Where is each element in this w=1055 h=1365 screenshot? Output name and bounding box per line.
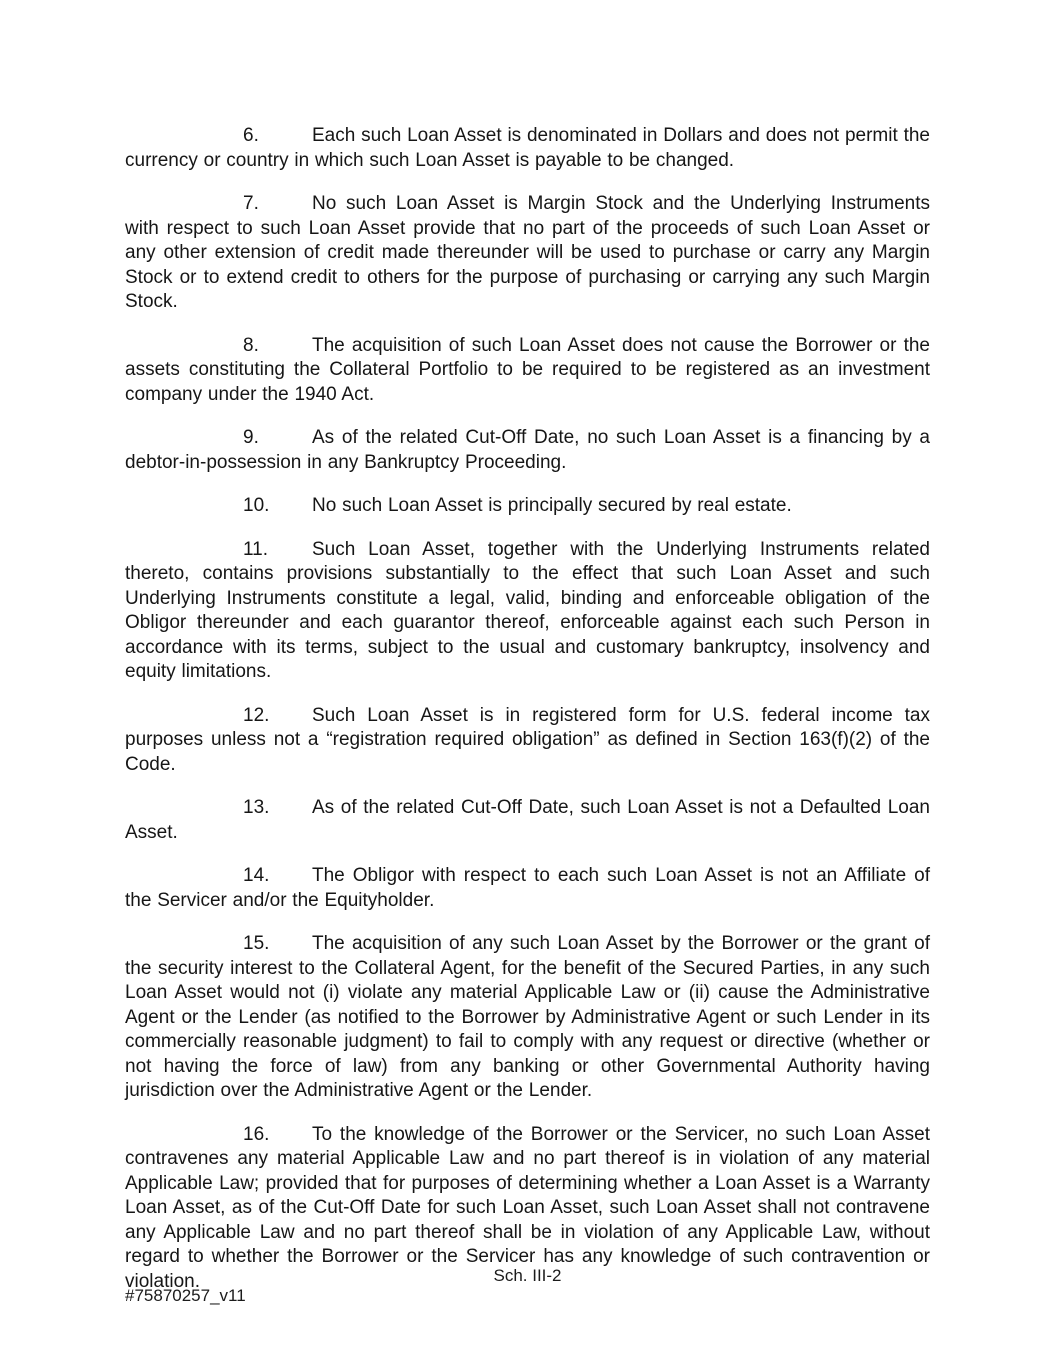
- paragraph-number: 8.: [243, 334, 259, 356]
- numbered-paragraph: [125, 192, 930, 315]
- paragraph-text: The Obligor with respect to each such Loan Asset is not an Affiliate of the Servicer and/or the Equityholder.: [125, 865, 930, 911]
- numbered-paragraph: [125, 796, 930, 845]
- numbered-paragraph: [125, 494, 930, 519]
- paragraph-number: 12.: [243, 704, 270, 726]
- paragraph-number: 6.: [243, 125, 259, 146]
- paragraph-number: 15.: [243, 933, 270, 954]
- paragraph-text: Such Loan Asset, together with the Underlying Instruments related thereto, contains provisions substantially to the effect that such Loan Asset and such Underlying Instruments constitute a legal, valid, binding and enforceable obligation of the Obligor thereunder and each guarantor thereof, enforceable against each such Person in accordance with its terms, subject to the usual and customary bankruptcy, insolvency and equity limitations.: [125, 538, 930, 682]
- paragraph-text: As of the related Cut-Off Date, such Loan Asset is not a Defaulted Loan Asset.: [125, 797, 930, 843]
- paragraph-text: As of the related Cut-Off Date, no such Loan Asset is a financing by a debtor-in-possession in any Bankruptcy Proceeding.: [125, 427, 930, 473]
- paragraph-number: 13.: [243, 797, 270, 818]
- paragraph-text: To the knowledge of the Borrower or the Servicer, no such Loan Asset contravenes any material Applicable Law and no part thereof is in violation of any material Applicable Law; provided that for purposes of determining whether a Loan Asset is a Warranty Loan Asset, as of the Cut-Off Date for such Loan Asset, such Loan Asset shall not contravene any Applicable Law and no part thereof shall be in violation of any Applicable Law, without regard to whether the Borrower or the Servicer has any knowledge of such contravention or violation.: [125, 1123, 930, 1292]
- numbered-paragraph: [125, 538, 930, 685]
- paragraph-text: No such Loan Asset is principally secured by real estate.: [312, 495, 792, 516]
- paragraph-number: 10.: [243, 495, 270, 516]
- paragraph-number: 16.: [243, 1123, 270, 1145]
- paragraph-number: 14.: [243, 865, 270, 886]
- numbered-paragraph: [125, 334, 930, 408]
- paragraph-text: The acquisition of such Loan Asset does not cause the Borrower or the assets constituting the Collateral Portfolio to be required to be registered as an investment company under the 1940 Act.: [125, 334, 930, 405]
- paragraph-text: The acquisition of any such Loan Asset by the Borrower or the grant of the security interest to the Collateral Agent, for the benefit of the Secured Parties, in any such Loan Asset would not (i) violate any material Applicable Law or (ii) cause the Administrative Agent or the Lender (as notified to the Borrower by Administrative Agent or such Lender in its commercially reasonable judgment) to fail to comply with any request or directive (whether or not having the force of law) from any banking or other Governmental Authority having jurisdiction over the Administrative Agent or the Lender.: [125, 933, 930, 1101]
- document-body: [125, 124, 930, 1313]
- paragraph-number: 7.: [243, 193, 259, 214]
- paragraph-text: No such Loan Asset is Margin Stock and the Underlying Instruments with respect to such Loan Asset provide that no part of the proceeds of such Loan Asset or any other extension of credit made thereunder will be used to purchase or carry any Margin Stock or to extend credit to others for the purpose of purchasing or carrying any such Margin Stock.: [125, 193, 930, 312]
- footer-document-id: #75870257_v11: [125, 1286, 246, 1305]
- paragraph-text: Such Loan Asset is in registered form for U.S. federal income tax purposes unless not a “registration required obligation” as defined in Section 163(f)(2) of the Code.: [125, 704, 930, 775]
- footer-page-label: Sch. III-2: [493, 1266, 562, 1285]
- paragraph-number: 11.: [243, 538, 269, 560]
- numbered-paragraph: [125, 864, 930, 913]
- paragraph-number: 9.: [243, 427, 259, 448]
- numbered-paragraph: [125, 426, 930, 475]
- numbered-paragraph: [125, 704, 930, 778]
- numbered-paragraph: [125, 932, 930, 1104]
- paragraph-text: Each such Loan Asset is denominated in Dollars and does not permit the currency or country in which such Loan Asset is payable to be changed.: [125, 125, 930, 171]
- numbered-paragraph: [125, 124, 930, 173]
